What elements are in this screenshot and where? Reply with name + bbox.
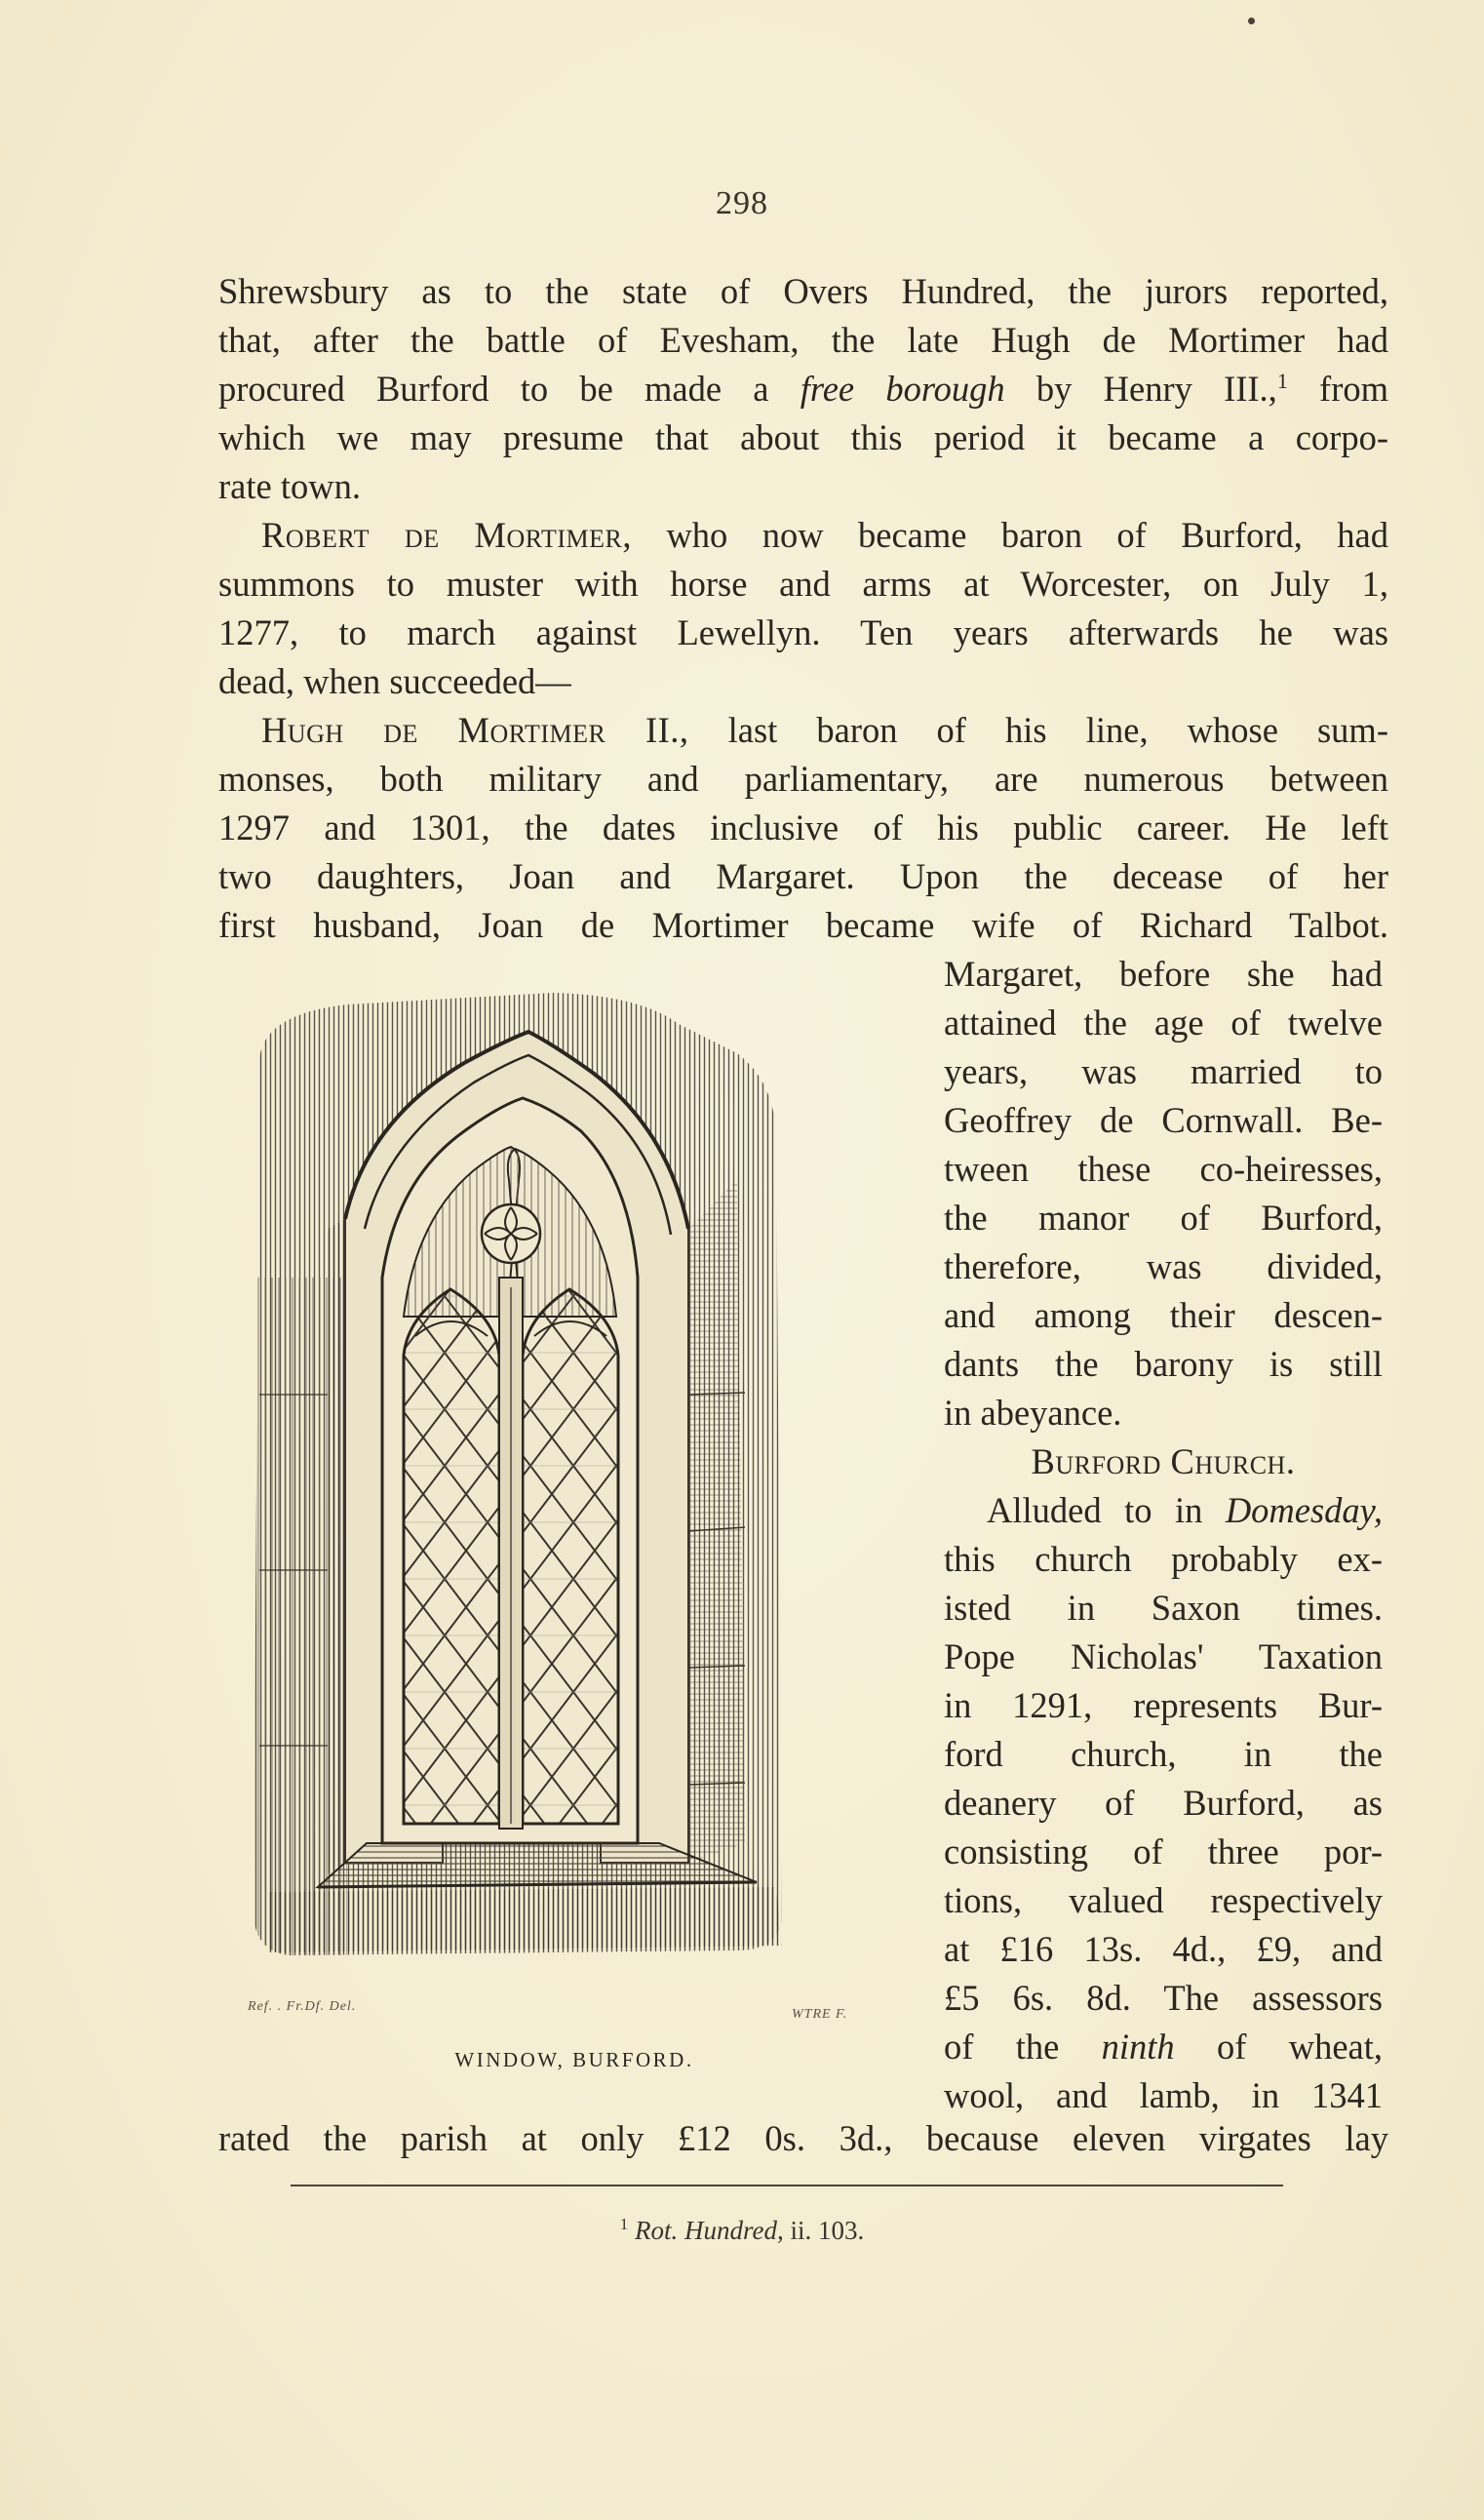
italic-phrase: Domesday, xyxy=(1225,1490,1383,1530)
text-line: which we may presume that about this period it became a corpo- xyxy=(218,417,1388,457)
page-number: 298 xyxy=(716,185,768,221)
footnote-reference: ii. 103. xyxy=(783,2216,865,2245)
text-line: summons to muster with horse and arms at Worcester, on July 1, xyxy=(218,564,1388,604)
text-line: the manor of Burford, xyxy=(944,1198,1383,1238)
text-line: 1297 and 1301, the dates inclusive of his public career. He left xyxy=(218,807,1388,847)
footnote-source: Rot. Hundred, xyxy=(635,2216,784,2245)
text-line: ford church, in the xyxy=(944,1734,1383,1774)
text-line: Robert de Mortimer, who now became baron of Burford, had xyxy=(261,515,1389,555)
text-line: therefore, was divided, xyxy=(944,1246,1383,1286)
text-line: wool, and lamb, in 1341 xyxy=(944,2075,1383,2115)
text-line: tions, valued respectively xyxy=(944,1880,1383,1920)
section-heading: Burford Church. xyxy=(1031,1441,1296,1481)
text-line: Margaret, before she had xyxy=(944,954,1383,994)
text-line: dants the barony is still xyxy=(944,1344,1383,1384)
text-line: in 1291, represents Bur- xyxy=(944,1685,1383,1725)
engraving-illustration xyxy=(230,985,918,1999)
text-line: consisting of three por- xyxy=(944,1831,1383,1871)
text-line: of the ninth of wheat, xyxy=(944,2027,1384,2067)
text-line: years, was married to xyxy=(944,1051,1383,1091)
italic-phrase: free borough xyxy=(800,369,1005,409)
text-line: monses, both military and parliamentary, are numerous between xyxy=(218,759,1388,799)
text-line: Hugh de Mortimer II., last baron of his line, whose sum- xyxy=(261,710,1388,750)
text-line: 1277, to march against Lewellyn. Ten years afterwards he was xyxy=(218,612,1388,652)
wrapped-text-column xyxy=(944,950,1383,2120)
text-line: in abeyance. xyxy=(944,1393,1122,1433)
body-text-top xyxy=(218,267,1388,950)
text-line: at £16 13s. 4d., £9, and xyxy=(944,1929,1383,1969)
engraver-signature-left: Ref. . Fr.Df. Del. xyxy=(248,1999,357,2014)
text-line: rated the parish at only £12 0s. 3d., because eleven virgates lay xyxy=(218,2118,1388,2158)
text-line: two daughters, Joan and Margaret. Upon the decease of her xyxy=(218,856,1388,896)
text-line: dead, when succeeded— xyxy=(218,661,571,701)
text-line: that, after the battle of Evesham, the late Hugh de Mortimer had xyxy=(218,320,1388,360)
text-line: Geoffrey de Cornwall. Be- xyxy=(944,1100,1383,1140)
ink-speck xyxy=(1248,18,1255,24)
text-line: procured Burford to be made a free borough by Henry III.,$^1$ from xyxy=(218,368,1388,409)
footnote-marker: 1 xyxy=(619,2215,629,2233)
text-line: £5 6s. 8d. The assessors xyxy=(944,1978,1383,2018)
footnote-rule xyxy=(291,2185,1283,2186)
text-line: Shrewsbury as to the state of Overs Hundred, the jurors reported, xyxy=(218,271,1388,311)
person-name: Hugh de Mortimer II., xyxy=(261,710,689,750)
text-line: tween these co-heiresses, xyxy=(944,1149,1383,1189)
window-engraving xyxy=(230,985,918,2019)
body-text-bottom xyxy=(218,2114,1388,2163)
italic-phrase: ninth xyxy=(1101,2027,1175,2067)
text-line: Alluded to in Domesday, xyxy=(987,1490,1383,1530)
person-name: Robert de Mortimer, xyxy=(261,515,633,555)
figure-caption: WINDOW, BURFORD. xyxy=(454,2048,694,2071)
footnote-marker: 1 xyxy=(1276,368,1288,393)
text-line: and among their descen- xyxy=(944,1295,1383,1335)
text-line: rate town. xyxy=(218,466,361,506)
text-line: Pope Nicholas' Taxation xyxy=(944,1636,1383,1676)
text-line: isted in Saxon times. xyxy=(944,1588,1383,1628)
text-line: deanery of Burford, as xyxy=(944,1783,1383,1823)
text-line: attained the age of twelve xyxy=(944,1003,1383,1043)
footnote xyxy=(0,2216,1484,2246)
text-line: first husband, Joan de Mortimer became wife of Richard Talbot. xyxy=(218,905,1388,945)
text-line: this church probably ex- xyxy=(944,1539,1383,1579)
engraver-signature-right: WTRE F. xyxy=(792,2007,848,2022)
